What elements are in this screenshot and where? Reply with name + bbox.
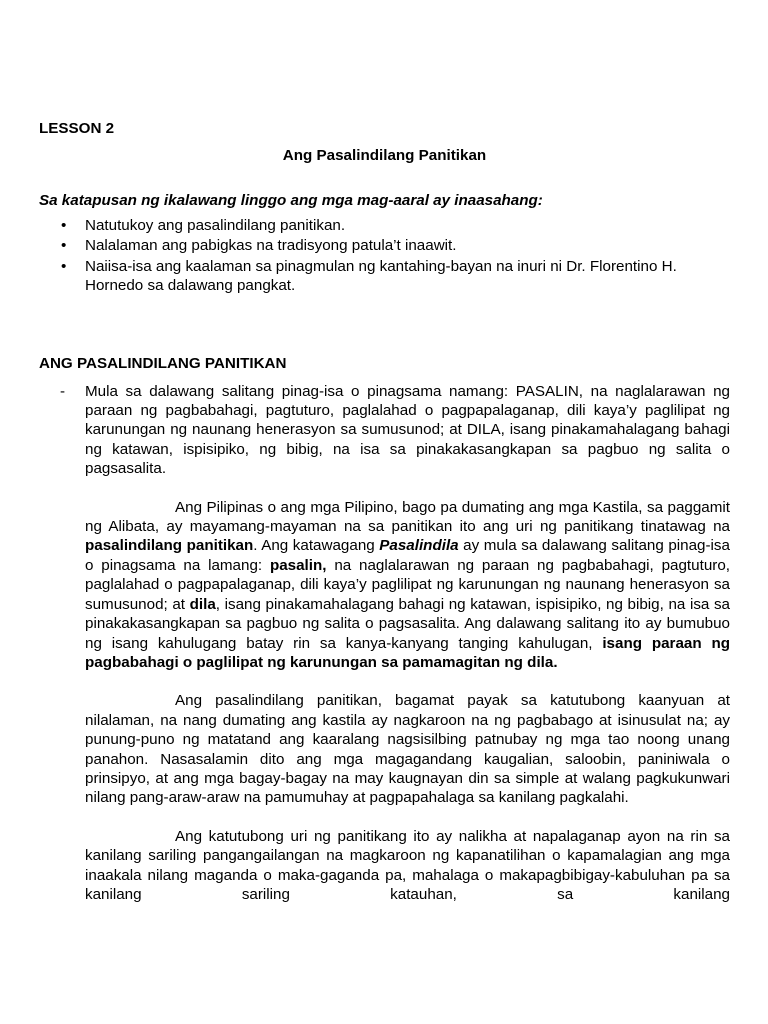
paragraph-text: ay mula sa dalawang salitang pinag-isa o pinagsama na lamang: <box>85 537 730 574</box>
bold-term: pasalindilang panitikan <box>85 537 254 555</box>
objective-item <box>39 216 730 235</box>
document-title: Ang Pasalindilang Panitikan <box>282 147 487 164</box>
definition-item <box>39 382 730 479</box>
paragraph-text: , isang pinakamahalagang bahagi ng katawan, ispisipiko, ng bibig, na isa sa pinakakasangkapan sa pagbuo ng salita o pagsasalita. Ang dalawang salitang ito ay bumubuo ng isang kahulugang batay rin sa kanya-kanyang tanging kahulugan, <box>85 595 731 652</box>
objective-text: Naiisa-isa ang kaalaman sa pinagmulan ng kantahing-bayan na inuri ni Dr. Florentino H. Hornedo sa dalawang pangkat. <box>85 257 677 295</box>
objective-text: Natutukoy ang pasalindilang panitikan. <box>85 217 346 234</box>
definition-text: Mula sa dalawang salitang pinag-isa o pinagsama namang: PASALIN, na naglalarawan ng paraan ng pagbabahagi, pagtuturo, paglalahad o pagpapalaganap, dili kaya’y paglilipat ng karunungan ng naunang henerasyon sa sumusunod; at DILA, isang pinakamahalagang bahagi ng katawan, ispisipiko, ng bibig, na isa sa pinakakasangkapan sa pagbuo ng salita o pagsasalita. <box>85 382 730 478</box>
objectives-intro: Sa katapusan ng ikalawang linggo ang mga mag-aaral ay inaasahang: <box>39 192 543 209</box>
paragraph-pilipinas <box>85 498 730 673</box>
bold-italic-term: Pasalindila <box>379 537 459 555</box>
bullet-icon: • <box>61 237 67 255</box>
objective-item <box>39 236 730 255</box>
bullet-icon: • <box>61 217 67 234</box>
paragraph-text: . Ang katawagang <box>253 537 380 555</box>
objectives-list <box>39 216 730 296</box>
objective-item <box>39 257 730 296</box>
paragraph-katutubong-uri: Ang katutubong uri ng panitikang ito ay nalikha at napalaganap ayon na rin sa kanilang sariling pangangailangan na magkaroon ng kapanatilihan o kapamalagian ang mga inaakala nilang maganda o maka-gaganda pa, mahalaga o makapagbibigay-kabuluhan pa sa kanilang sariling katauhan, sa kanilang <box>85 827 730 903</box>
bold-term: dila <box>189 595 216 613</box>
dash-marker: - <box>60 382 66 400</box>
lesson-label: LESSON 2 <box>39 120 115 137</box>
paragraph-text: na naglalarawan ng paraan ng pagbabahagi, pagtuturo, paglalahad o pagpapalaganap, dili kaya’y paglilipat ng karunungan ng naunang henerasyon sa sumusunod; at <box>85 556 730 613</box>
bold-term: pasalin, <box>269 556 327 574</box>
bullet-icon: • <box>61 257 67 275</box>
paragraph-pasalindila: Ang pasalindilang panitikan, bagamat payak sa katutubong kaanyuan at nilalaman, na nang dumating ang kastila ay nagkaroon na ng pagbabago at isinusulat na; ay punung-puno ng matatand ang kaaralang nagsisilbing patnubay ng mga tao noong unang panahon. Nasasalamin dito ang mga magagandang kaugalian, saloobin, paniniwala o prinsipyo, at ang mga bagay-bagay na may kaugnayan din sa simple at walang pagkukunwari nilang pang-araw-araw na pamumuhay at pagpapahalaga sa kanilang pagkalahi. <box>85 692 730 807</box>
paragraph-text: Ang Pilipinas o ang mga Pilipino, bago pa dumating ang mga Kastila, sa paggamit ng Alibata, ay mayamang-mayaman na sa panitikan ito ang uri ng panitikang tinatawag na <box>85 498 730 536</box>
objective-text: Nalalaman ang pabigkas na tradisyong patula’t inaawit. <box>85 237 457 255</box>
bold-definition: isang paraan ng pagbabahagi o paglilipat ng karunungan sa pamamagitan ng dila. <box>85 634 730 671</box>
section-heading: ANG PASALINDILANG PANITIKAN <box>39 354 287 372</box>
